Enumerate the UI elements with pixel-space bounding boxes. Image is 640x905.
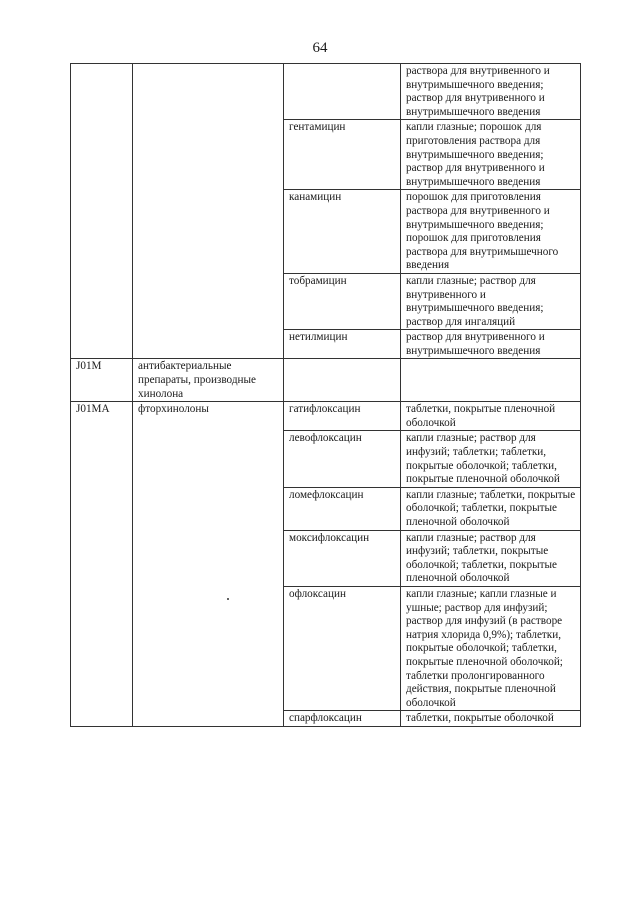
drug-name-cell: левофлоксацин <box>284 431 401 487</box>
drug-name-cell: ломефлоксацин <box>284 487 401 530</box>
drug-name-cell: гентамицин <box>284 120 401 190</box>
drug-name-cell: нетилмицин <box>284 330 401 359</box>
table-row <box>71 402 581 431</box>
dosage-form-cell: капли глазные; таблетки, покрытые оболочкой; таблетки, покрытые пленочной оболочкой <box>401 487 581 530</box>
dosage-form-cell: капли глазные; раствор для инфузий; таблетки; таблетки, покрытые оболочкой; таблетки, покрытые пленочной оболочкой <box>401 431 581 487</box>
page-number: 64 <box>312 40 328 56</box>
dosage-form-cell: капли глазные; порошок для приготовления раствора для внутримышечного введения; раствор для внутривенного и внутримышечного введения <box>401 120 581 190</box>
drug-name-cell: гатифлоксацин <box>284 402 401 431</box>
drug-name-cell: тобрамицин <box>284 273 401 329</box>
atc-code-cell: J01MA <box>71 402 133 727</box>
dosage-form-cell: порошок для приготовления раствора для внутривенного и внутримышечного введения; порошок для приготовления раствора для внутримышечного введения <box>401 190 581 274</box>
table-row <box>71 64 581 120</box>
dosage-form-cell: капли глазные; раствор для внутривенного и внутримышечного введения; раствор для ингаляций <box>401 273 581 329</box>
dosage-form-cell: капли глазные; раствор для инфузий; таблетки, покрытые оболочкой; таблетки, покрытые пленочной оболочкой <box>401 530 581 586</box>
drug-name-cell: моксифлоксацин <box>284 530 401 586</box>
dosage-form-cell: раствор для внутривенного и внутримышечного введения <box>401 330 581 359</box>
dosage-form-cell: капли глазные; капли глазные и ушные; раствор для инфузий; раствор для инфузий (в растворе натрия хлорида 0,9%); таблетки, покрытые оболочкой; таблетки, покрытые пленочной оболочкой; таблетки пролонгированного действия, покрытые пленочной оболочкой <box>401 586 581 710</box>
group-name-cell: антибактериальные препараты, производные хинолона <box>133 359 284 402</box>
drug-name-cell <box>284 64 401 120</box>
group-name-cell <box>133 64 284 359</box>
drug-name-cell: спарфлоксацин <box>284 711 401 727</box>
table-row <box>71 359 581 402</box>
dosage-form-cell: таблетки, покрытые пленочной оболочкой <box>401 402 581 431</box>
dosage-form-cell: таблетки, покрытые оболочкой <box>401 711 581 727</box>
atc-code-cell: J01M <box>71 359 133 402</box>
group-name-cell: фторхинолоны <box>133 402 284 727</box>
dosage-form-cell <box>401 359 581 402</box>
scan-speck <box>227 598 229 600</box>
drug-name-cell <box>284 359 401 402</box>
drug-name-cell: офлоксацин <box>284 586 401 710</box>
dosage-form-cell: раствора для внутривенного и внутримышечного введения; раствор для внутривенного и внутримышечного введения <box>401 64 581 120</box>
medication-table <box>70 63 581 727</box>
atc-code-cell <box>71 64 133 359</box>
drug-name-cell: канамицин <box>284 190 401 274</box>
